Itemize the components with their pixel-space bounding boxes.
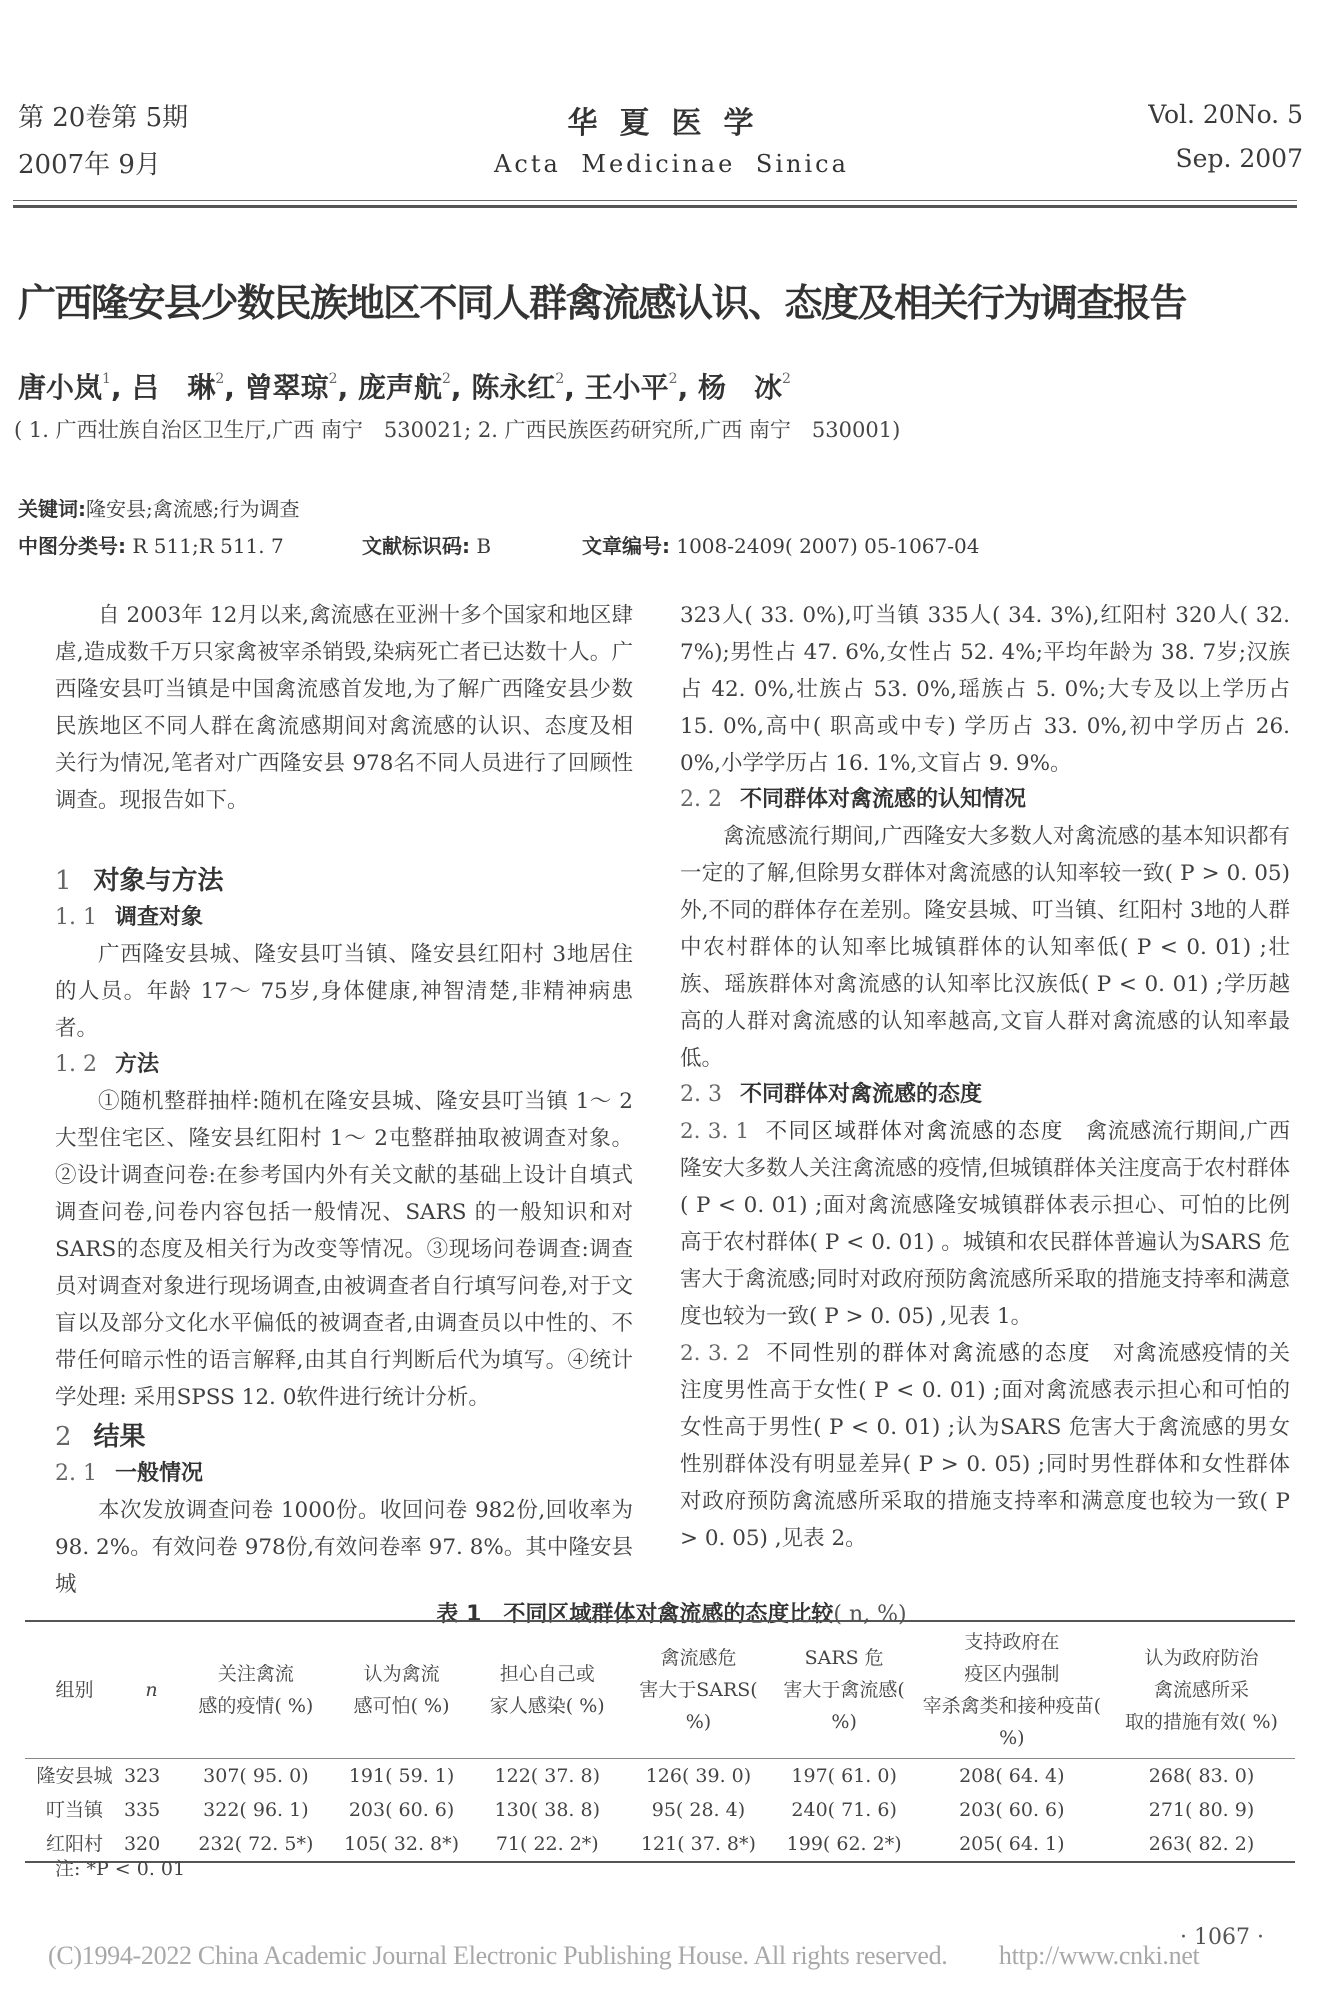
- right-column: [680, 597, 1290, 1557]
- paragraph: 323人( 33. 0%),叮当镇 335人( 34. 3%),红阳村 320人( 32. 7%);男性占 47. 6%,女性占 52. 4%;平均年龄为 38. 7岁;汉族占 42. 0%,壮族占 53. 0%,瑶族占 5. 0%;大专及以上学历占 15. 0%,高中( 职高或中专) 学历占 33. 0%,初中学历占 26. 0%,小学学历占 16. 1%,文盲占 9. 9%。: [680, 603, 1290, 776]
- affiliation-marker: 1: [102, 371, 111, 387]
- clc-value: R 511;R 511. 7: [132, 534, 284, 558]
- subsection-title: 不同群体对禽流感的认知情况: [739, 787, 1026, 812]
- affiliations: ( 1. 广西壮族自治区卫生厅,广西 南宁 530021; 2. 广西民族医药研究所,广西 南宁 530001): [14, 418, 901, 442]
- value-cell: 71( 22. 2*): [495, 1833, 599, 1855]
- issue-date-en: Sep. 2007: [1175, 144, 1303, 173]
- value-cell: 126( 39. 0): [645, 1765, 752, 1787]
- value-cell: 232( 72. 5*): [198, 1833, 314, 1855]
- column-header: 认为政府防治 禽流感所采 取的措施有效( %): [1125, 1647, 1278, 1733]
- article-no-line: [582, 530, 979, 559]
- group-cell: 隆安县城: [36, 1765, 113, 1787]
- subsection-title: 方法: [114, 1052, 159, 1077]
- paragraph: 广西隆安县城、隆安县叮当镇、隆安县红阳村 3地居住的人员。年龄 17～ 75岁,身体健康,神智清楚,非精神病患者。: [55, 942, 633, 1041]
- section-title: 结果: [93, 1422, 146, 1452]
- author-separator: ,: [564, 371, 585, 404]
- value-cell: 205( 64. 1): [959, 1833, 1065, 1855]
- value-cell: 122( 37. 8): [494, 1765, 600, 1787]
- volume-label: Vol. 20No. 5: [1148, 100, 1303, 129]
- section-heading: [55, 1418, 633, 1456]
- subsection-heading: [680, 1077, 1290, 1113]
- header-rule-thin: [13, 200, 1297, 201]
- paragraph: 本次发放调查问卷 1000份。收回问卷 982份,回收率为 98. 2%。有效问卷 978份,有效问卷率 97. 8%。其中隆安县城: [55, 1498, 633, 1597]
- subsection-heading: [680, 782, 1290, 818]
- subsection-number: 2. 2: [680, 787, 722, 812]
- attitude-comparison-table: [25, 1620, 1295, 1863]
- author-name: 吕 琳: [131, 371, 216, 404]
- subsection-title: 不同群体对禽流感的态度: [739, 1082, 982, 1107]
- subsubsection-number: 2. 3. 1: [680, 1119, 750, 1144]
- section-2: [55, 1418, 633, 1603]
- subsection-heading: [55, 1047, 633, 1083]
- n-cell: 335: [123, 1799, 161, 1821]
- column-header: 认为禽流 感可怕( %): [353, 1663, 450, 1717]
- keywords: 隆安县;禽流感;行为调查: [86, 497, 300, 521]
- group-cell: 红阳村: [45, 1833, 103, 1855]
- author-name: 唐小岚: [18, 371, 103, 404]
- article-no-label: 文章编号:: [582, 534, 670, 558]
- author-list: [18, 366, 791, 406]
- subsection-number: 2. 1: [55, 1461, 97, 1486]
- column-header: 组别: [55, 1679, 94, 1701]
- section-heading: [55, 862, 633, 900]
- author-name: 庞声航: [357, 371, 442, 404]
- group-cell: 叮当镇: [45, 1799, 103, 1821]
- value-cell: 191( 59. 1): [348, 1765, 455, 1787]
- author-separator: ,: [677, 371, 698, 404]
- doc-code-line: [362, 530, 491, 559]
- value-cell: 95( 28. 4): [651, 1799, 746, 1821]
- affiliation-marker: 2: [555, 371, 565, 387]
- keywords-line: [18, 493, 299, 522]
- value-cell: 268( 83. 0): [1148, 1765, 1255, 1787]
- author-separator: ,: [337, 371, 358, 404]
- value-cell: 199( 62. 2*): [786, 1833, 902, 1855]
- column-header: n: [145, 1679, 158, 1701]
- subsubsection-number: 2. 3. 2: [680, 1341, 750, 1366]
- subsection-number: 2. 3: [680, 1082, 722, 1107]
- article-title: 广西隆安县少数民族地区不同人群禽流感认识、态度及相关行为调查报告: [18, 281, 1187, 325]
- column-header: SARS 危 害大于禽流感( %): [783, 1647, 905, 1733]
- affiliation-marker: 2: [328, 371, 338, 387]
- copyright-watermark: (C)1994-2022 China Academic Journal Electronic Publishing House. All rights reserved. http://www.cnki.net: [48, 1941, 1200, 1970]
- n-cell: 320: [123, 1833, 161, 1855]
- issue-label: 第 20卷第 5期: [18, 103, 189, 133]
- journal-title-en: Acta Medicinae Sinica: [494, 150, 849, 178]
- paragraph: 禽流感流行期间,广西隆安大多数人对禽流感的基本知识都有一定的了解,但除男女群体对禽流感的认知率较一致( P > 0. 05) 外,不同的群体存在差别。隆安县城、叮当镇、红阳村 3地的人群中农村群体的认知率比城镇群体的认知率低( P < 0. 01) ;壮族、瑶族群体对禽流感的认知率比汉族低( P < 0. 01) ;学历越高的人群对禽流感的认知率越高,文盲人群对禽流感的认知率最低。: [680, 824, 1290, 1071]
- intro-paragraph: [55, 597, 633, 819]
- value-cell: 121( 37. 8*): [640, 1833, 756, 1855]
- value-cell: 307( 95. 0): [203, 1765, 309, 1787]
- clc-label: 中图分类号:: [18, 534, 126, 558]
- table-note: 注: *P < 0. 01: [55, 1858, 186, 1880]
- paragraph-text: 对禽流感疫情的关注度男性高于女性( P < 0. 01) ;面对禽流感表示担心和可怕的女性高于男性( P < 0. 01) ;认为SARS 危害大于禽流感的男女性别群体没有明显差异( P > 0. 05) ;同时男性群体和女性群体对政府预防禽流感所采取的措施支持率和满意度也较为一致( P > 0. 05) ,见表 2。: [680, 1341, 1290, 1551]
- article-no-value: 1008-2409( 2007) 05-1067-04: [676, 534, 980, 558]
- subsubsection-title: 不同性别的群体对禽流感的态度: [765, 1341, 1092, 1366]
- table-row: [25, 1827, 1295, 1862]
- subsection-number: 1. 2: [55, 1052, 97, 1077]
- author-name: 陈永红: [471, 371, 556, 404]
- column-header: 关注禽流 感的疫情( %): [198, 1663, 314, 1717]
- table-row: [25, 1759, 1295, 1794]
- value-cell: 208( 64. 4): [959, 1765, 1065, 1787]
- author-name: 曾翠琼: [244, 371, 329, 404]
- page-number: · 1067 ·: [1180, 1925, 1264, 1950]
- subsection-title: 调查对象: [114, 905, 203, 930]
- section-number: 2: [55, 1422, 72, 1452]
- doc-code-value: B: [476, 534, 492, 558]
- column-header: 担心自己或 家人感染( %): [489, 1663, 605, 1717]
- author-separator: ,: [110, 371, 132, 404]
- author-name: 王小平: [584, 371, 669, 404]
- subsection-heading: [55, 900, 633, 936]
- issue-date: 2007年 9月: [18, 150, 161, 180]
- affiliation-marker: 2: [215, 371, 225, 387]
- value-cell: 240( 71. 6): [791, 1799, 897, 1821]
- doc-code-label: 文献标识码:: [362, 534, 470, 558]
- column-header: 禽流感危 害大于SARS( %): [639, 1647, 758, 1733]
- author-separator: ,: [224, 371, 245, 404]
- affiliation-marker: 2: [668, 371, 678, 387]
- table-title-suffix: ( n, %): [833, 1602, 907, 1627]
- section-title: 对象与方法: [93, 866, 224, 896]
- subsection-title: 一般情况: [114, 1461, 203, 1486]
- value-cell: 203( 60. 6): [348, 1799, 455, 1821]
- subsubsection-title: 不同区域群体对禽流感的态度: [765, 1119, 1064, 1144]
- paragraph-text: 禽流感流行期间,广西隆安大多数人关注禽流感的疫情,但城镇群体关注度高于农村群体( P < 0. 01) ;面对禽流感隆安城镇群体表示担心、可怕的比例高于农村群体( P < 0. 01) 。城镇和农民群体普遍认为SARS 危害大于禽流感;同时对政府预防禽流感所采取的措施支持率和满意度也较为一致( P > 0. 05) ,见表 1。: [680, 1119, 1290, 1329]
- value-cell: 203( 60. 6): [959, 1799, 1065, 1821]
- subsection-heading: [55, 1456, 633, 1492]
- table-title-text: 表 1 不同区域群体对禽流感的态度比较: [436, 1602, 834, 1627]
- section-1: [55, 862, 633, 1416]
- author-name: 杨 冰: [697, 371, 782, 404]
- value-cell: 130( 38. 8): [494, 1799, 600, 1821]
- value-cell: 105( 32. 8*): [344, 1833, 460, 1855]
- affiliation-marker: 2: [442, 371, 451, 387]
- value-cell: 271( 80. 9): [1148, 1799, 1255, 1821]
- column-header: 支持政府在 疫区内强制 宰杀禽类和接种疫苗( %): [922, 1631, 1102, 1749]
- author-separator: ,: [450, 371, 472, 404]
- paragraph: [680, 1335, 1290, 1557]
- section-number: 1: [55, 866, 72, 896]
- affiliation-marker: 2: [781, 371, 791, 387]
- journal-title-cn: 华夏医学: [567, 106, 776, 141]
- clc-line: [18, 530, 284, 559]
- n-cell: 323: [123, 1765, 161, 1787]
- table-row: [25, 1793, 1295, 1827]
- paragraph: ①随机整群抽样:随机在隆安县城、隆安县叮当镇 1～ 2大型住宅区、隆安县红阳村 1～ 2屯整群抽取被调查对象。②设计调查问卷:在参考国内外有关文献的基础上设计自填式调查问卷,问卷内容包括一般情况、SARS 的一般知识和对SARS的态度及相关行为改变等情况。③现场问卷调查:调查员对调查对象进行现场调查,由被调查者自行填写问卷,对于文盲以及部分文化水平偏低的被调查者,由调查员以中性的、不带任何暗示性的语言解释,由其自行判断后代为填写。④统计学处理: 采用SPSS 12. 0软件进行统计分析。: [55, 1089, 633, 1410]
- table-header-row: [25, 1621, 1295, 1759]
- paragraph: [680, 1113, 1290, 1335]
- header-rule-thick: [13, 205, 1297, 208]
- keywords-label: 关键词:: [18, 497, 86, 521]
- value-cell: 263( 82. 2): [1148, 1833, 1255, 1855]
- value-cell: 197( 61. 0): [791, 1765, 897, 1787]
- subsection-number: 1. 1: [55, 905, 97, 930]
- intro-text: 自 2003年 12月以来,禽流感在亚洲十多个国家和地区肆虐,造成数千万只家禽被宰杀销毁,染病死亡者已达数十人。广西隆安县叮当镇是中国禽流感首发地,为了解广西隆安县少数民族地区不同人群在禽流感期间对禽流感的认识、态度及相关行为情况,笔者对广西隆安县 978名不同人员进行了回顾性调查。现报告如下。: [55, 603, 633, 813]
- value-cell: 322( 96. 1): [203, 1799, 309, 1821]
